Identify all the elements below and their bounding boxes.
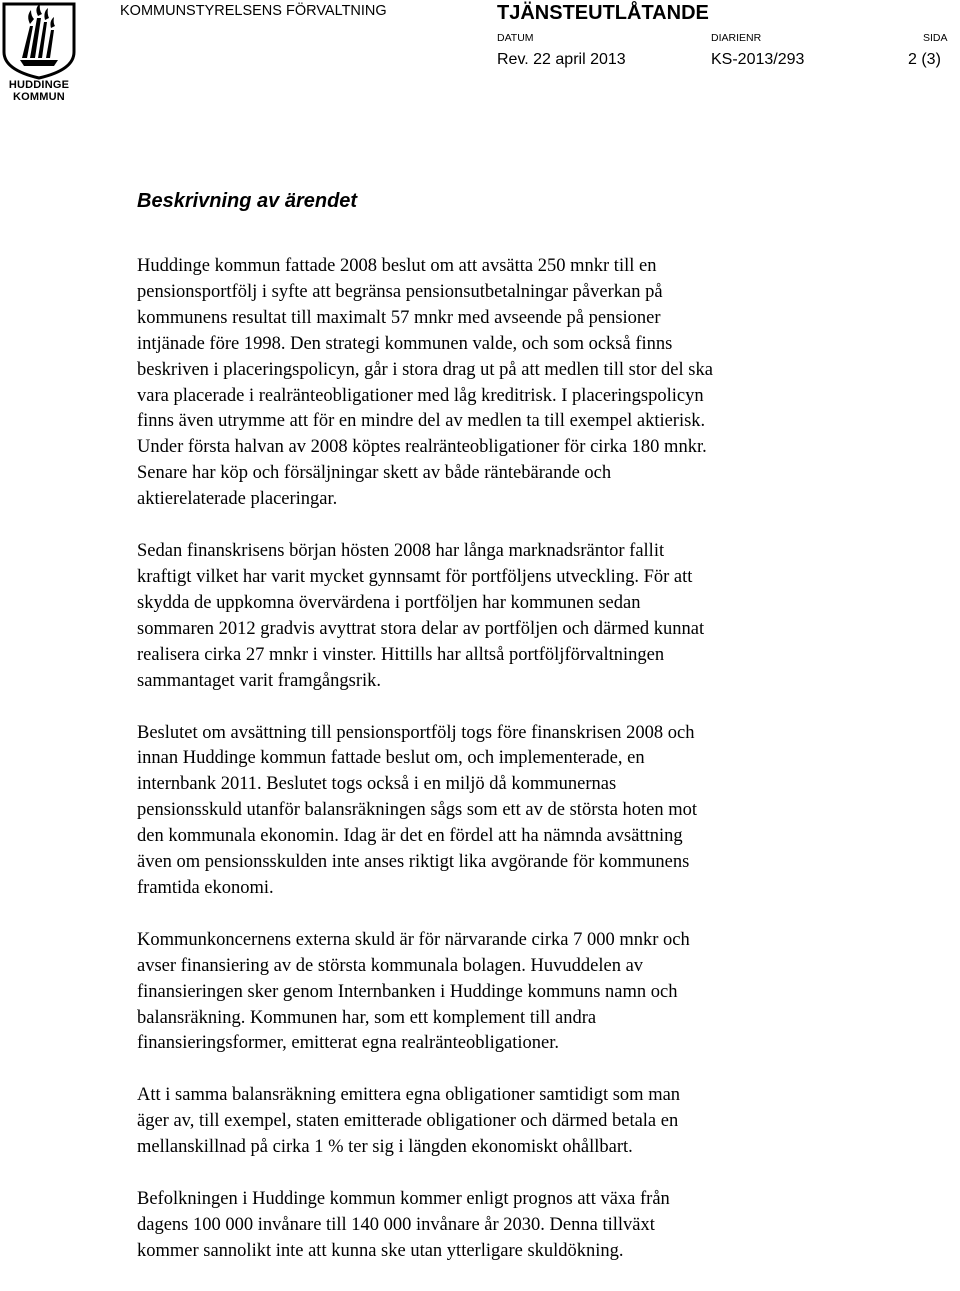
- paragraph-line: Beslutet om avsättning till pensionsportfölj togs före finanskrisen 2008 och: [137, 722, 695, 743]
- date-value: Rev. 22 april 2013: [497, 51, 626, 68]
- paragraph-line: kraftigt vilket har varit mycket gynnsamt för portföljens utveckling. För att: [137, 566, 693, 587]
- paragraph-line: Senare har köp och försäljningar skett av både räntebärande och: [137, 463, 612, 484]
- paragraph: [137, 254, 837, 513]
- paragraph: [137, 1187, 837, 1265]
- huddinge-logo: [0, 0, 80, 110]
- paragraph: [137, 928, 837, 1058]
- logo-text-line2: KOMMUN: [13, 91, 65, 103]
- paragraph-line: finns även utrymme att för en mindre del av medlen ta till exempel aktierisk.: [137, 411, 706, 432]
- paragraph-line: beskriven i placeringspolicyn, går i stora drag ut på att medlen till stor del ska: [137, 359, 713, 380]
- logo-wordmark: [0, 79, 78, 103]
- paragraph: [137, 721, 837, 902]
- paragraph-line: pensionsskuld utanför balansräkningen sågs som ett av de största hoten mot: [137, 800, 698, 821]
- paragraph-line: sammantaget varit framgångsrik.: [137, 670, 382, 691]
- date-label: DATUM: [497, 32, 534, 44]
- paragraph-line: den kommunala ekonomin. Idag är det en fördel att ha nämnda avsättning: [137, 826, 683, 847]
- registration-number-label: DIARIENR: [711, 32, 762, 44]
- logo-text-line1: HUDDINGE: [8, 79, 70, 91]
- paragraph-line: balansräkning. Kommunen har, som ett komplement till andra: [137, 1007, 597, 1028]
- registration-number-value: KS-2013/293: [711, 51, 805, 68]
- paragraph-line: finansieringsformer, emitterat egna realränteobligationer.: [137, 1033, 560, 1054]
- paragraph-line: sommaren 2012 gradvis avyttrat stora delar av portföljen och därmed kunnat: [137, 618, 705, 639]
- paragraph-line: Befolkningen i Huddinge kommun kommer enligt prognos att växa från: [137, 1189, 670, 1210]
- paragraph-line: kommunens resultat till maximalt 57 mnkr med avseende på pensioner: [137, 307, 661, 328]
- organization-name: KOMMUNSTYRELSENS FÖRVALTNING: [120, 3, 387, 19]
- section-heading: Beskrivning av ärendet: [137, 190, 358, 212]
- paragraph-line: pensionsportfölj i syfte att begränsa pensionsutbetalningar påverkan på: [137, 281, 663, 302]
- paragraph-line: intjänade före 1998. Den strategi kommunen valde, och som också finns: [137, 333, 673, 354]
- paragraph-line: avser finansiering av de största kommunala bolagen. Huvuddelen av: [137, 955, 644, 976]
- paragraph-line: framtida ekonomi.: [137, 877, 274, 898]
- document-type: TJÄNSTEUTLÅTANDE: [497, 2, 709, 24]
- page-label: SIDA: [923, 32, 948, 44]
- coat-of-arms-icon: [0, 0, 80, 80]
- paragraph-line: äger av, till exempel, staten emitterade obligationer och därmed betala en: [137, 1111, 679, 1132]
- paragraph: [137, 539, 837, 694]
- paragraph-line: kommer sannolikt inte att kunna ske utan ytterligare skuldökning.: [137, 1240, 624, 1261]
- paragraph-line: mellanskillnad på cirka 1 % ter sig i längden ekonomiskt ohållbart.: [137, 1137, 633, 1158]
- paragraph-line: Under första halvan av 2008 köptes realränteobligationer för cirka 180 mnkr.: [137, 437, 707, 458]
- paragraph: [137, 1083, 837, 1161]
- paragraph-line: vara placerade i realränteobligationer med låg kreditrisk. I placeringspolicyn: [137, 385, 704, 406]
- paragraph-line: Sedan finanskrisens början hösten 2008 har långa marknadsräntor fallit: [137, 541, 665, 562]
- paragraph-line: även om pensionsskulden inte anses riktigt lika avgörande för kommunens: [137, 852, 690, 873]
- paragraph-line: realisera cirka 27 mnkr i vinster. Hittills har alltså portföljförvaltningen: [137, 644, 665, 665]
- paragraph-line: skydda de uppkomna övervärdena i portföljen har kommunen sedan: [137, 592, 641, 613]
- paragraph-line: aktierelaterade placeringar.: [137, 489, 338, 510]
- page-number-value: 2 (3): [908, 51, 941, 68]
- paragraph-line: Att i samma balansräkning emittera egna obligationer samtidigt som man: [137, 1085, 681, 1106]
- document-body: [137, 254, 837, 1291]
- paragraph-line: internbank 2011. Beslutet togs också i en miljö då kommunernas: [137, 774, 617, 795]
- paragraph-line: dagens 100 000 invånare till 140 000 invånare år 2030. Denna tillväxt: [137, 1215, 655, 1235]
- paragraph-line: Huddinge kommun fattade 2008 beslut om att avsätta 250 mnkr till en: [137, 256, 657, 276]
- paragraph-line: finansieringen sker genom Internbanken i Huddinge kommuns namn och: [137, 981, 678, 1002]
- paragraph-line: innan Huddinge kommun fattade beslut om, och implementerade, en: [137, 748, 645, 769]
- paragraph-line: Kommunkoncernens externa skuld är för närvarande cirka 7 000 mnkr och: [137, 929, 690, 950]
